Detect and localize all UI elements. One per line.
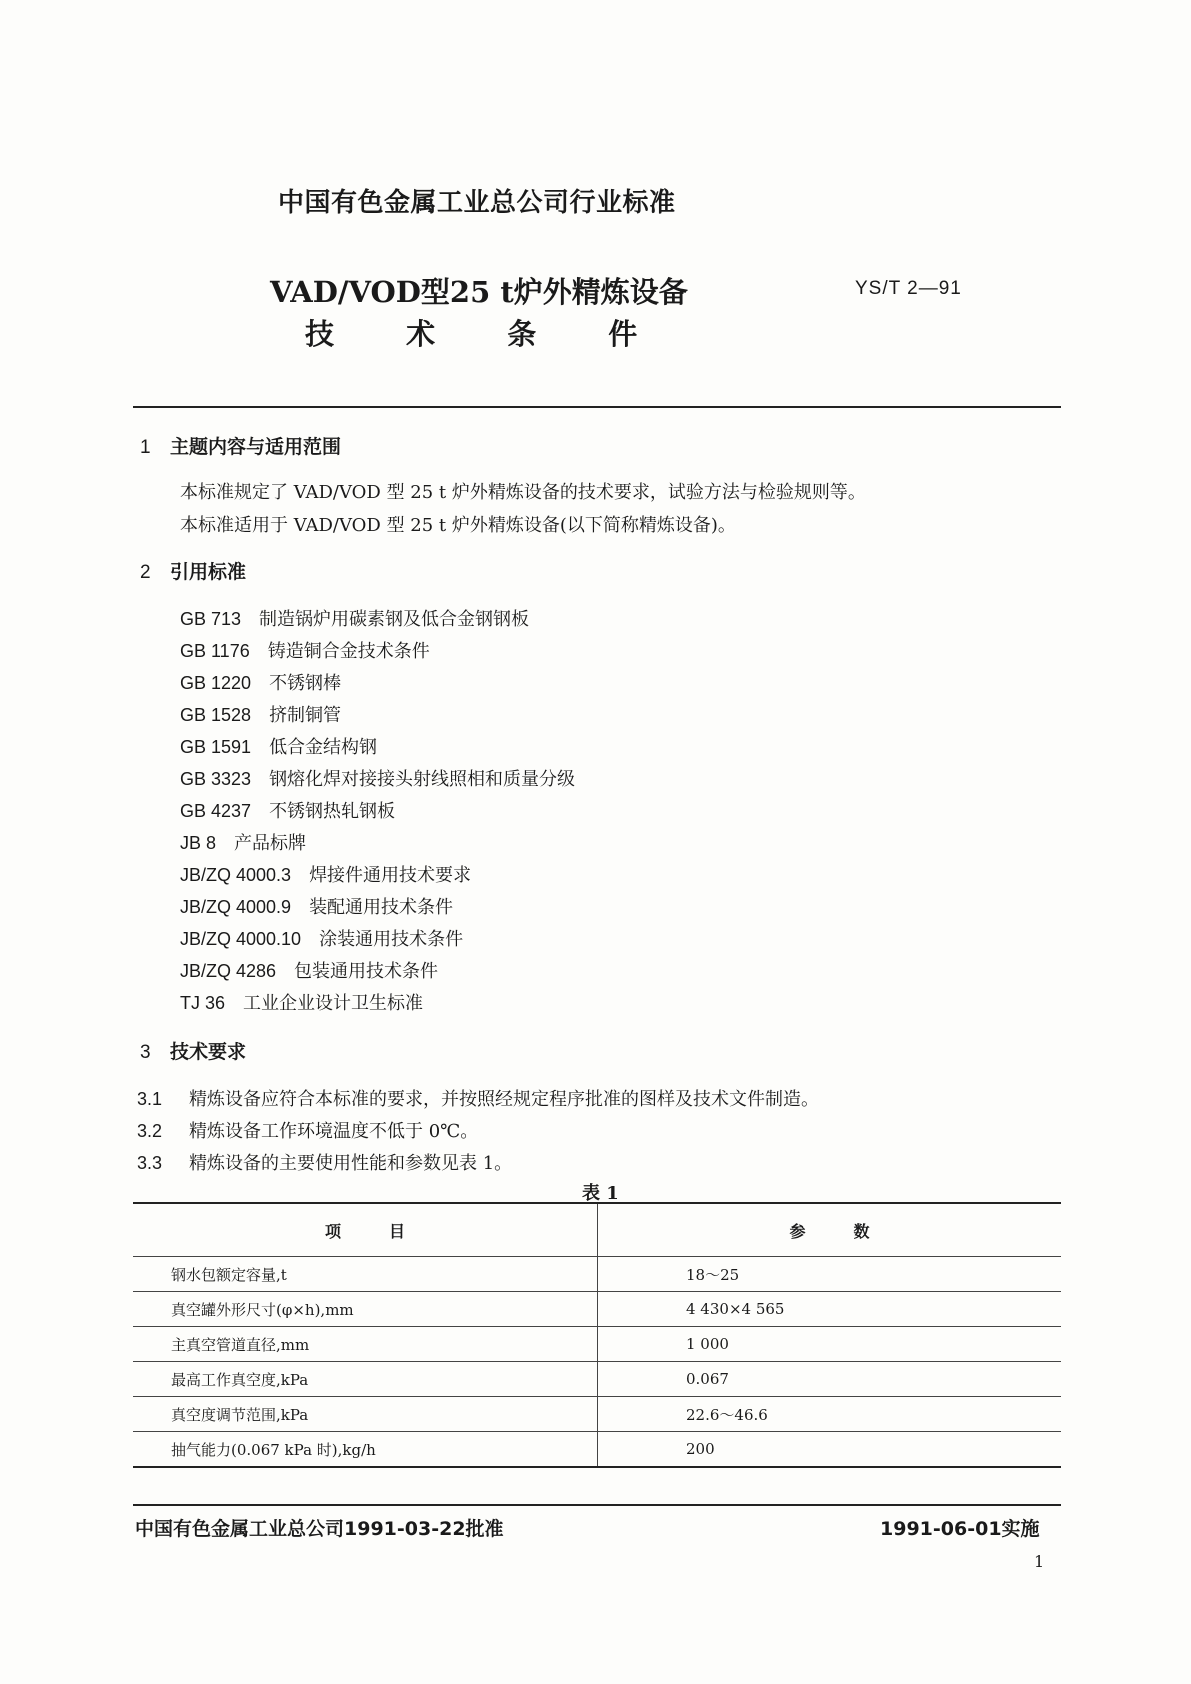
- reference-code: GB 1220: [180, 673, 252, 693]
- clause-number: 3.1: [137, 1089, 163, 1109]
- table-row: [133, 1327, 1061, 1362]
- table-cell-parameter: 0.067: [598, 1362, 1062, 1397]
- table-cell-item: 最高工作真空度,kPa: [133, 1362, 598, 1397]
- table-cell-parameter: 1 000: [598, 1327, 1062, 1362]
- table-cell-item: 主真空管道直径,mm: [133, 1327, 598, 1362]
- reference-item: [180, 893, 453, 919]
- reference-title: 低合金结构钢: [269, 737, 378, 758]
- clause-text: 精炼设备应符合本标准的要求，并按照经规定程序批准的图样及技术文件制造。: [189, 1089, 819, 1110]
- reference-code: JB/ZQ 4000.3: [180, 865, 292, 885]
- reference-code: GB 4237: [180, 801, 252, 821]
- reference-item: [180, 957, 438, 983]
- reference-code: TJ 36: [180, 993, 226, 1013]
- table-cell-item: 抽气能力(0.067 kPa 时),kg/h: [133, 1432, 598, 1468]
- reference-title: 焊接件通用技术要求: [309, 865, 472, 886]
- section-2-heading: [140, 557, 246, 584]
- reference-title: 不锈钢热轧钢板: [269, 801, 396, 822]
- table-header-row: [133, 1203, 1061, 1257]
- reference-item: [180, 605, 529, 631]
- reference-item: [180, 765, 575, 791]
- reference-code: JB/ZQ 4000.9: [180, 897, 292, 917]
- reference-title: 制造锅炉用碳素钢及低合金钢钢板: [259, 609, 530, 630]
- section-1-number: 1: [140, 437, 151, 458]
- clause-3-1: [137, 1085, 819, 1111]
- page-number: 1: [1034, 1552, 1045, 1571]
- section-1-title: 主题内容与适用范围: [170, 436, 342, 458]
- section-2-number: 2: [140, 562, 151, 583]
- section-2-title: 引用标准: [170, 561, 247, 583]
- document-title: VAD/VOD型25 t炉外精炼设备: [270, 275, 688, 309]
- reference-item: [180, 829, 306, 855]
- reference-item: [180, 797, 395, 823]
- table-row: [133, 1257, 1061, 1292]
- approval-statement: 中国有色金属工业总公司1991-03-22批准: [135, 1518, 504, 1540]
- table-cell-item: 真空罐外形尺寸(φ×h),mm: [133, 1292, 598, 1327]
- footer-rule: [133, 1504, 1061, 1506]
- reference-code: GB 1591: [180, 737, 252, 757]
- reference-item: [180, 733, 377, 759]
- table-cell-parameter: 4 430×4 565: [598, 1292, 1062, 1327]
- section-1-heading: [140, 432, 341, 459]
- table-row: [133, 1292, 1061, 1327]
- reference-title: 涂装通用技术条件: [319, 929, 464, 950]
- reference-title: 挤制铜管: [269, 705, 342, 726]
- clause-text: 精炼设备的主要使用性能和参数见表 1。: [189, 1153, 513, 1174]
- table-cell-item: 真空度调节范围,kPa: [133, 1397, 598, 1432]
- table-row: [133, 1397, 1061, 1432]
- table-caption: 表 1: [582, 1183, 619, 1204]
- clause-number: 3.2: [137, 1121, 163, 1141]
- clause-3-2: [137, 1117, 478, 1143]
- reference-title: 装配通用技术条件: [309, 897, 454, 918]
- standard-code: YS/T 2—91: [855, 278, 962, 299]
- reference-title: 包装通用技术条件: [294, 961, 439, 982]
- column-header-item: 项 目: [133, 1203, 598, 1257]
- reference-item: [180, 925, 463, 951]
- reference-title: 钢熔化焊对接接头射线照相和质量分级: [269, 769, 576, 790]
- reference-title: 产品标牌: [234, 833, 307, 854]
- clause-number: 3.3: [137, 1153, 163, 1173]
- section-1-paragraph-2: 本标准适用于 VAD/VOD 型 25 t 炉外精炼设备(以下简称精炼设备)。: [180, 515, 736, 536]
- reference-title: 不锈钢棒: [269, 673, 342, 694]
- table-cell-item: 钢水包额定容量,t: [133, 1257, 598, 1292]
- section-3-heading: [140, 1037, 246, 1064]
- reference-item: [180, 861, 471, 887]
- reference-title: 铸造铜合金技术条件: [267, 641, 430, 662]
- section-3-number: 3: [140, 1042, 151, 1063]
- reference-code: JB 8: [180, 833, 217, 853]
- table-cell-parameter: 22.6～46.6: [598, 1397, 1062, 1432]
- table-row: [133, 1362, 1061, 1397]
- table-cell-parameter: 18～25: [598, 1257, 1062, 1292]
- header-rule: [133, 406, 1061, 408]
- reference-code: GB 1528: [180, 705, 252, 725]
- reference-code: GB 713: [180, 609, 242, 629]
- section-3-title: 技术要求: [170, 1041, 247, 1063]
- table-row: [133, 1432, 1061, 1468]
- reference-title: 工业企业设计卫生标准: [243, 993, 424, 1014]
- reference-code: GB 1176: [180, 641, 250, 661]
- parameters-table: [133, 1202, 1061, 1468]
- column-header-parameter: 参 数: [598, 1203, 1062, 1257]
- reference-item: [180, 669, 341, 695]
- reference-item: [180, 989, 423, 1015]
- reference-code: GB 3323: [180, 769, 252, 789]
- section-1-paragraph-1: 本标准规定了 VAD/VOD 型 25 t 炉外精炼设备的技术要求，试验方法与检验规则等。: [180, 482, 866, 503]
- issuing-organization: 中国有色金属工业总公司行业标准: [278, 188, 676, 218]
- clause-text: 精炼设备工作环境温度不低于 0℃。: [189, 1121, 479, 1142]
- reference-item: [180, 637, 430, 663]
- reference-item: [180, 701, 341, 727]
- reference-code: JB/ZQ 4000.10: [180, 929, 302, 949]
- document-subtitle: 技 术 条 件: [305, 317, 638, 351]
- clause-3-3: [137, 1149, 512, 1175]
- table-cell-parameter: 200: [598, 1432, 1062, 1468]
- reference-code: JB/ZQ 4286: [180, 961, 277, 981]
- effective-date: 1991-06-01实施: [880, 1518, 1040, 1540]
